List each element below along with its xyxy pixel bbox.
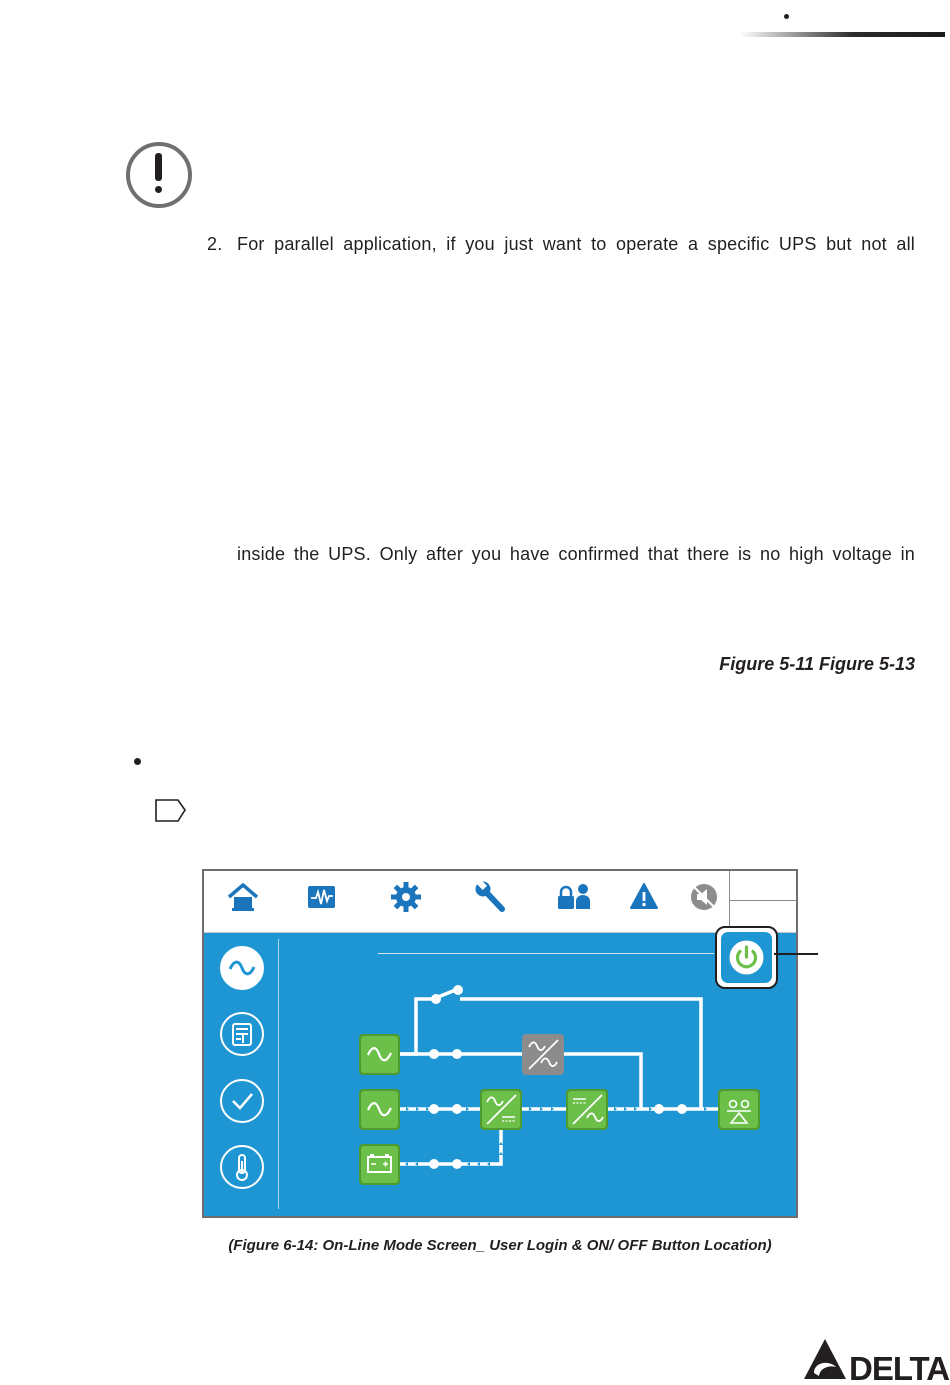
alarm-warning-icon[interactable] — [626, 879, 662, 915]
ups-screen — [202, 869, 798, 1218]
measurement-icon[interactable] — [304, 879, 340, 915]
main-panel — [204, 933, 796, 1216]
inverter-icon[interactable] — [566, 1089, 608, 1130]
figure-reference: Figure 5-11 Figure 5-13 — [719, 654, 915, 674]
user-login-icon[interactable] — [556, 879, 592, 915]
header-bar — [740, 32, 945, 37]
power-on-off-button[interactable] — [715, 926, 778, 989]
settings-gear-icon[interactable] — [388, 879, 424, 915]
power-flow-diagram — [204, 933, 796, 1216]
delta-logo-text: DELTA — [849, 1350, 950, 1382]
note-tag-icon — [154, 798, 188, 824]
rectifier-icon[interactable] — [480, 1089, 522, 1130]
paragraph-line-2: inside the UPS. Only after you have confirmed that there is no high voltage in — [237, 544, 915, 564]
status-cell — [729, 871, 797, 932]
battery-icon[interactable] — [359, 1144, 400, 1185]
bypass-input-icon[interactable] — [359, 1034, 400, 1075]
warning-icon-dot — [155, 186, 162, 193]
power-button-face[interactable] — [721, 932, 772, 983]
header-dot — [784, 14, 789, 19]
power-on-off-icon — [721, 932, 772, 983]
maintenance-wrench-icon[interactable] — [472, 879, 508, 915]
load-output-icon[interactable] — [718, 1089, 760, 1130]
warning-icon-bar — [155, 153, 162, 181]
delta-logo — [803, 1336, 950, 1382]
buzzer-mute-icon[interactable] — [686, 879, 722, 915]
main-input-icon[interactable] — [359, 1089, 400, 1130]
bullet-point — [134, 758, 141, 765]
home-icon[interactable] — [225, 879, 261, 915]
list-number: 2. — [207, 234, 223, 254]
status-cell-divider — [730, 900, 797, 901]
figure-caption: (Figure 6-14: On-Line Mode Screen_ User Login & ON/ OFF Button Location) — [228, 1237, 772, 1254]
top-nav-bar — [204, 871, 796, 933]
paragraph-line-1: For parallel application, if you just want to operate a specific UPS but not all — [237, 234, 915, 254]
callout-line — [774, 953, 818, 955]
static-switch-icon[interactable] — [522, 1034, 564, 1075]
